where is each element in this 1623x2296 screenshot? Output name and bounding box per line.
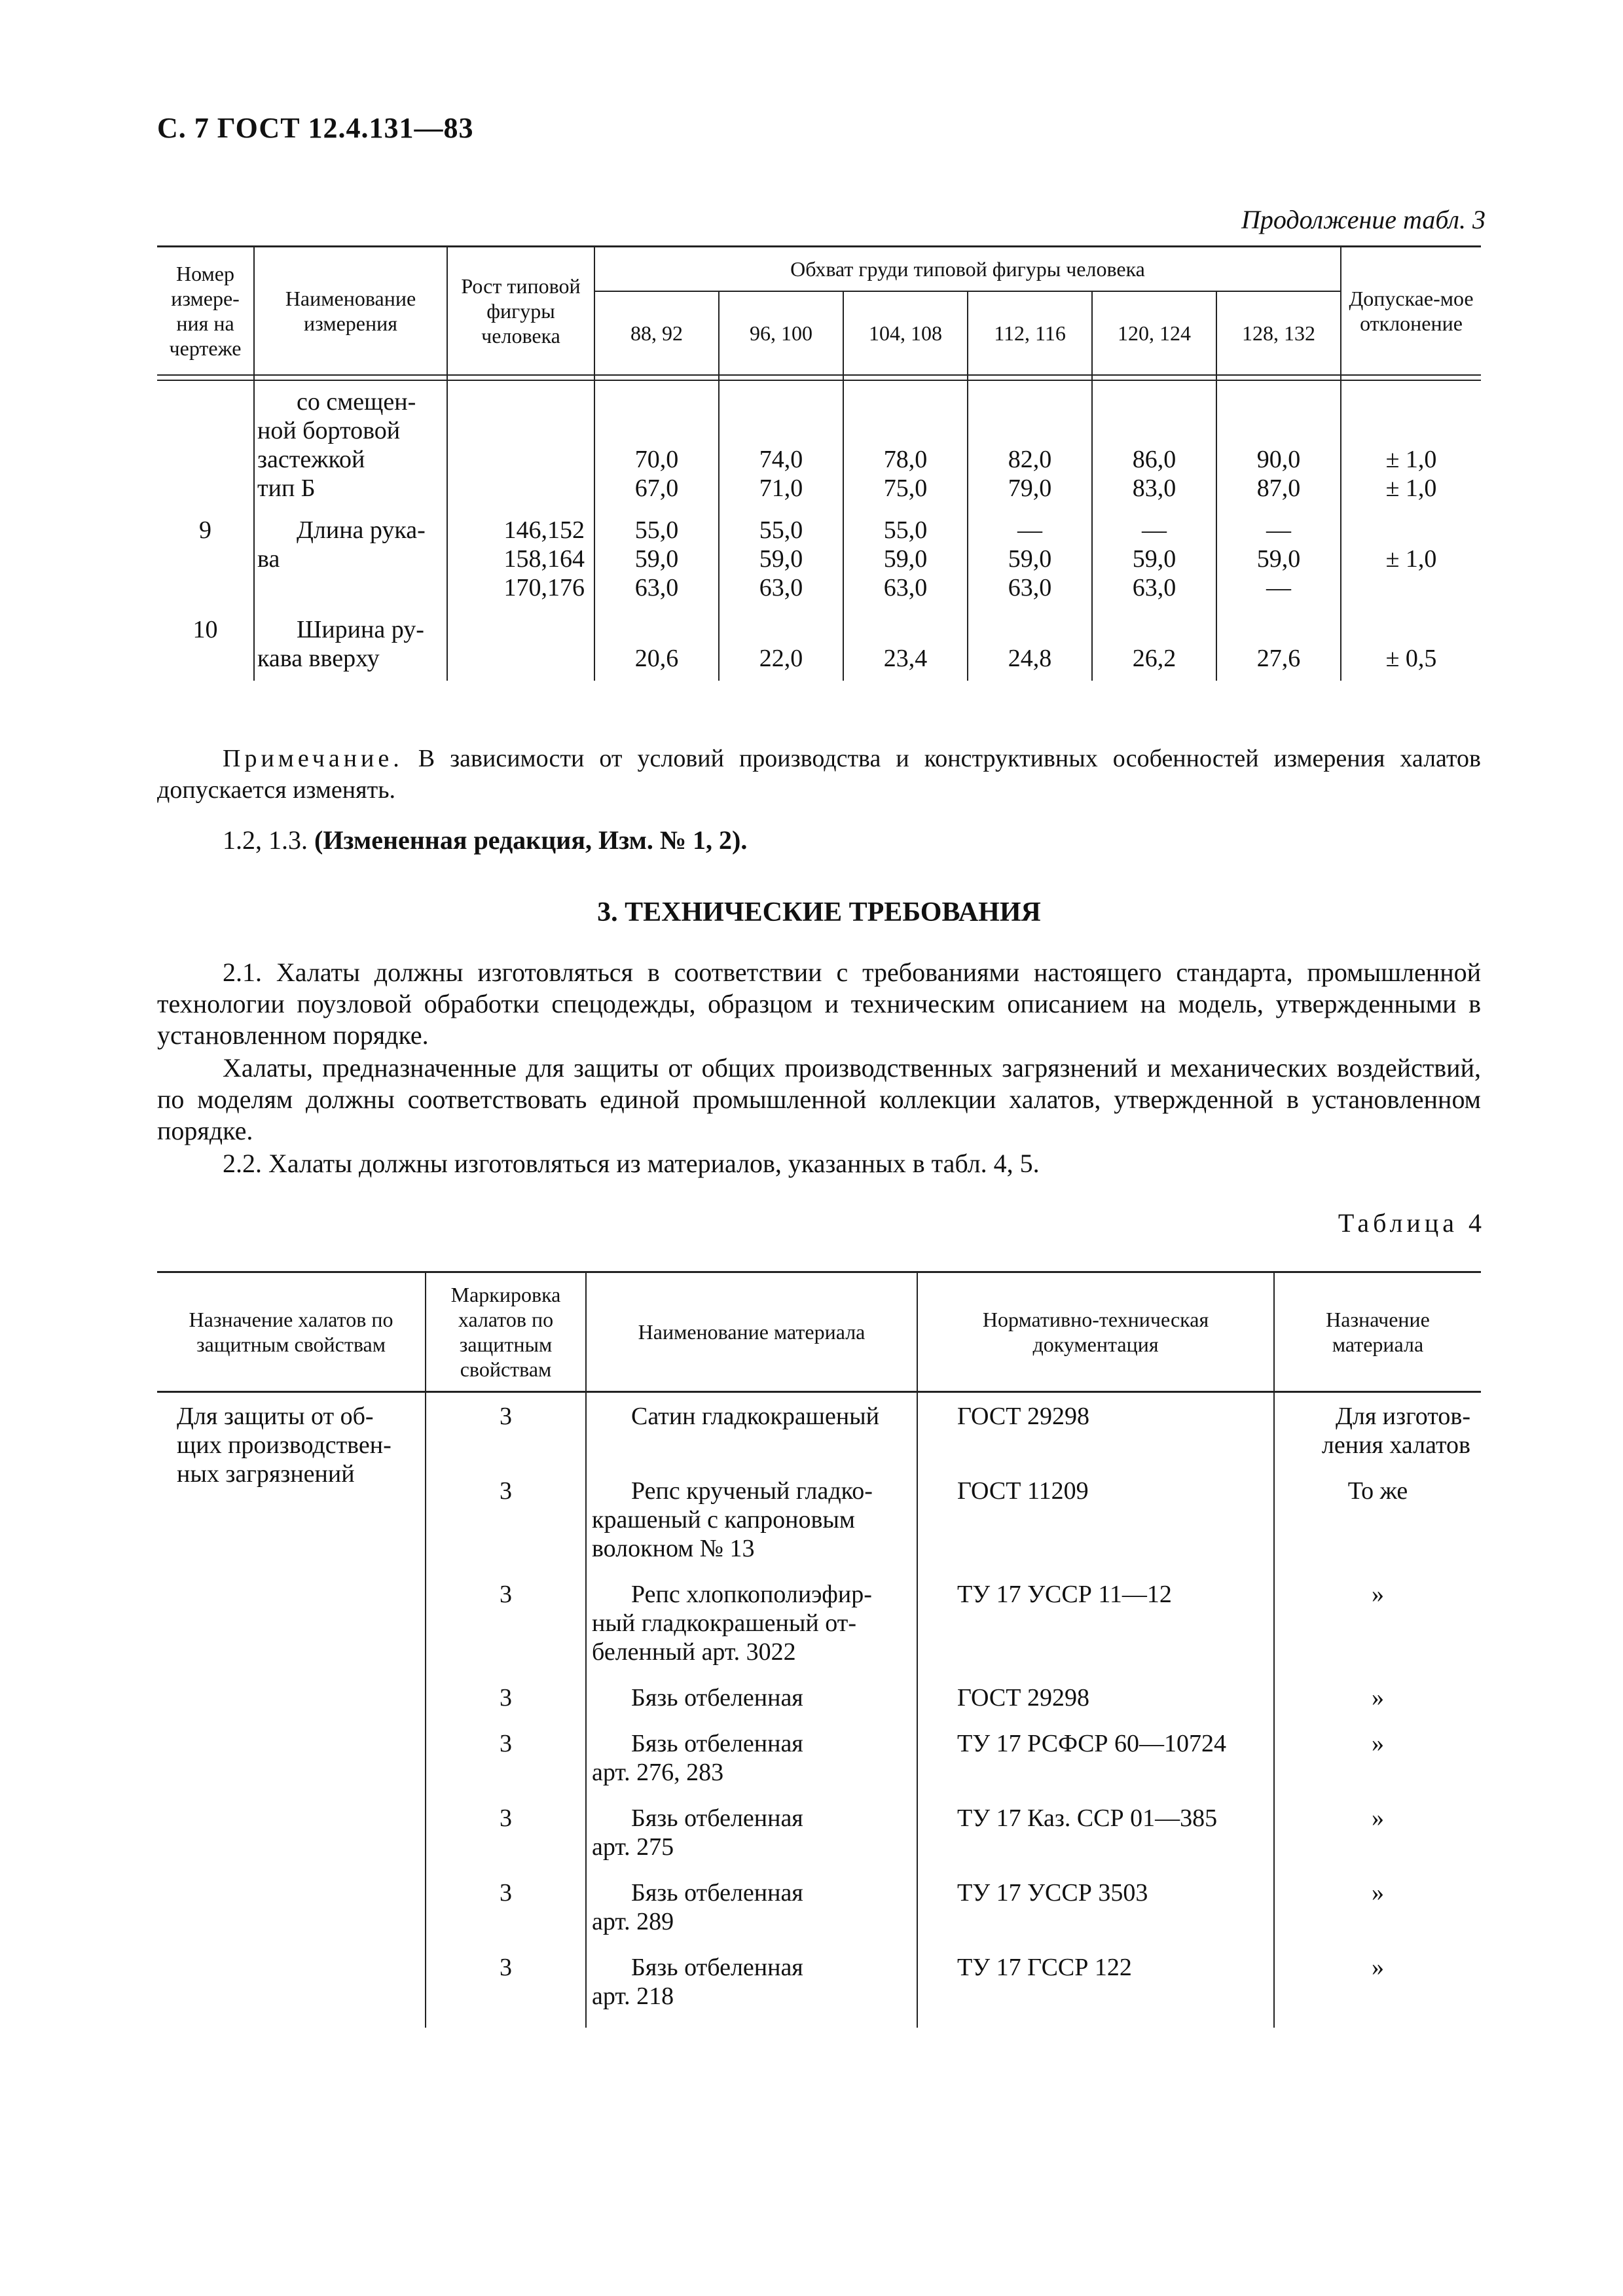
cell-material: волокном № 13	[592, 1535, 755, 1562]
cell-value: 23,4	[883, 645, 928, 672]
cell-material: арт. 218	[592, 1982, 674, 2010]
table-4-label: Таблица 4	[1338, 1208, 1486, 1238]
cell-value: 71,0	[759, 475, 803, 502]
cell-value: 158,164	[503, 545, 585, 573]
cell-material: арт. 276, 283	[592, 1759, 724, 1786]
cell-value: ± 1,0	[1385, 446, 1437, 473]
cell-material: Репс хлопкополиэфир-	[631, 1581, 872, 1608]
header-girth-group: Обхват груди типовой фигуры человека	[594, 247, 1341, 292]
note-lead: Примечание.	[223, 745, 403, 772]
cell-value: 82,0	[1008, 446, 1052, 473]
cell-document: ТУ 17 УССР 11—12	[917, 1580, 1274, 1683]
cell-value: —	[1142, 516, 1167, 544]
cell-value: —	[1266, 574, 1291, 601]
header-height: Рост типовой фигуры человека	[447, 247, 594, 376]
header-girth: 128, 132	[1216, 291, 1341, 375]
cell-value: 20,6	[634, 645, 679, 672]
cell-value: 59,0	[883, 545, 928, 573]
cell-value: 70,0	[634, 446, 679, 473]
paragraph-khalaty: Халаты, предназначенные для защиты от общих производственных загрязнений и механических воздействий, по моделям должны соответствовать единой промышленной коллекции халатов, утвержденной в установленном порядке.	[157, 1053, 1481, 1145]
cell-material: крашеный с капроновым	[592, 1506, 855, 1534]
cell-material: Репс крученый гладко-	[631, 1477, 873, 1505]
table-row	[157, 380, 1481, 503]
cell-value: 22,0	[759, 645, 803, 672]
cell-value: 146,152	[503, 516, 585, 544]
cell-text: ной бортовой	[257, 417, 401, 444]
cell-text: застежкой	[257, 446, 365, 473]
table-3	[157, 245, 1481, 681]
cell-document: ТУ 17 УССР 3503	[917, 1878, 1274, 1953]
header-purpose: Назначение халатов по защитным свойствам	[157, 1272, 426, 1392]
cell-text: ных загрязнений	[177, 1460, 355, 1488]
cell-value: 83,0	[1132, 475, 1176, 502]
cell-material: Бязь отбеленная	[631, 1804, 803, 1832]
cell-document: ТУ 17 ГССР 122	[917, 1953, 1274, 2028]
cell-value: 86,0	[1132, 446, 1176, 473]
header-num: Номер измере-ния на чертеже	[157, 247, 254, 376]
cell-value: 55,0	[759, 516, 803, 544]
cell-value: 79,0	[1008, 475, 1052, 502]
header-girth: 96, 100	[719, 291, 843, 375]
cell-marking: 3	[426, 1392, 586, 1477]
continuation-note: Продолжение табл. 3	[1241, 205, 1486, 234]
table-4	[157, 1271, 1481, 2028]
cell-text: тип Б	[257, 475, 316, 502]
cell-value: —	[1017, 516, 1042, 544]
row-number: 10	[192, 616, 218, 643]
cell-value: 55,0	[634, 516, 679, 544]
cell-document: ТУ 17 Каз. ССР 01—385	[917, 1804, 1274, 1878]
cell-text: Для защиты от об-	[177, 1403, 374, 1430]
cell-marking: 3	[426, 1683, 586, 1729]
cell-text: ва	[257, 545, 280, 573]
cell-value: 74,0	[759, 446, 803, 473]
header-girth: 104, 108	[843, 291, 968, 375]
cell-value: 87,0	[1256, 475, 1301, 502]
amend-bold: (Измененная редакция, Изм. № 1, 2).	[314, 825, 748, 855]
cell-use: »	[1274, 1683, 1481, 1729]
header-girth: 88, 92	[594, 291, 719, 375]
cell-value: 26,2	[1132, 645, 1176, 672]
table-note	[157, 743, 1481, 806]
cell-material: Бязь отбеленная	[631, 1954, 803, 1981]
cell-value: 59,0	[1256, 545, 1301, 573]
cell-value: 59,0	[634, 545, 679, 573]
cell-use: »	[1274, 1953, 1481, 2028]
paragraph-2-1: 2.1. Халаты должны изготовляться в соответствии с требованиями настоящего стандарта, промышленной технологии поузловой обработки спецодежды, образцом и техническим описанием на модель, утвержденными в установленном порядке.	[157, 958, 1481, 1050]
note-text: В зависимости от условий производства и конструктивных особенностей измерения халатов допускается изменять.	[157, 745, 1481, 804]
table-row	[157, 1392, 1481, 1477]
cell-material: Сатин гладкокрашеный	[631, 1403, 880, 1430]
table-row	[157, 602, 1481, 681]
cell-material: арт. 289	[592, 1908, 674, 1935]
cell-material: беленный арт. 3022	[592, 1638, 796, 1666]
cell-value: 59,0	[1008, 545, 1052, 573]
cell-text: Длина рука-	[297, 516, 426, 544]
cell-material: Бязь отбеленная	[631, 1684, 803, 1712]
cell-material: Бязь отбеленная	[631, 1879, 803, 1907]
cell-document: ТУ 17 РСФСР 60—10724	[917, 1729, 1274, 1804]
section-title: 3. ТЕХНИЧЕСКИЕ ТРЕБОВАНИЯ	[597, 897, 1041, 927]
cell-value: 55,0	[883, 516, 928, 544]
cell-value: 63,0	[1008, 574, 1052, 601]
header-girth: 120, 124	[1092, 291, 1216, 375]
header-material: Наименование материала	[586, 1272, 917, 1392]
cell-use: »	[1274, 1804, 1481, 1878]
cell-marking: 3	[426, 1729, 586, 1804]
cell-value: 67,0	[634, 475, 679, 502]
cell-value: 27,6	[1256, 645, 1301, 672]
cell-value: 24,8	[1008, 645, 1052, 672]
page-header: С. 7 ГОСТ 12.4.131—83	[157, 112, 474, 144]
cell-marking: 3	[426, 1477, 586, 1580]
cell-value: 63,0	[1132, 574, 1176, 601]
cell-document: ГОСТ 29298	[917, 1392, 1274, 1477]
cell-value: —	[1266, 516, 1291, 544]
cell-value: 63,0	[883, 574, 928, 601]
cell-text: Ширина ру-	[297, 616, 424, 643]
cell-marking: 3	[426, 1953, 586, 2028]
cell-material: Бязь отбеленная	[631, 1730, 803, 1757]
cell-value: 63,0	[634, 574, 679, 601]
cell-text: кава вверху	[257, 645, 380, 672]
amendment-line	[157, 825, 1481, 856]
cell-value: 63,0	[759, 574, 803, 601]
cell-use: »	[1274, 1729, 1481, 1804]
row-number: 9	[199, 516, 211, 544]
cell-material: ный гладкокрашеный от-	[592, 1609, 856, 1637]
cell-document: ГОСТ 11209	[917, 1477, 1274, 1580]
header-name: Наименование измерения	[254, 247, 447, 376]
cell-marking: 3	[426, 1804, 586, 1878]
cell-marking: 3	[426, 1878, 586, 1953]
header-tolerance: Допускае-мое отклонение	[1341, 247, 1481, 376]
cell-value: ± 1,0	[1385, 545, 1437, 573]
cell-text: щих производствен-	[177, 1431, 392, 1459]
cell-use: »	[1274, 1878, 1481, 1953]
header-girth: 112, 116	[968, 291, 1092, 375]
header-document: Нормативно-техническая документация	[917, 1272, 1274, 1392]
cell-use: Для изготов-	[1335, 1403, 1470, 1430]
cell-value: 90,0	[1256, 446, 1301, 473]
amend-prefix: 1.2, 1.3.	[223, 825, 308, 855]
cell-value: 78,0	[883, 446, 928, 473]
cell-marking: 3	[426, 1580, 586, 1683]
header-marking: Маркировка халатов по защитным свойствам	[426, 1272, 586, 1392]
table-row	[157, 503, 1481, 602]
cell-value: 75,0	[883, 475, 928, 502]
cell-value: ± 0,5	[1385, 645, 1437, 672]
cell-document: ГОСТ 29298	[917, 1683, 1274, 1729]
cell-text: со смещен-	[297, 388, 416, 416]
cell-value: ± 1,0	[1385, 475, 1437, 502]
cell-value: 59,0	[1132, 545, 1176, 573]
paragraph-2-2: 2.2. Халаты должны изготовляться из материалов, указанных в табл. 4, 5.	[223, 1149, 1040, 1178]
header-use: Назначение материала	[1274, 1272, 1481, 1392]
cell-value: 170,176	[503, 574, 585, 601]
cell-use: »	[1274, 1580, 1481, 1683]
cell-value: 59,0	[759, 545, 803, 573]
cell-use: ления халатов	[1321, 1431, 1470, 1459]
cell-use: То же	[1274, 1477, 1481, 1580]
cell-material: арт. 275	[592, 1833, 674, 1861]
